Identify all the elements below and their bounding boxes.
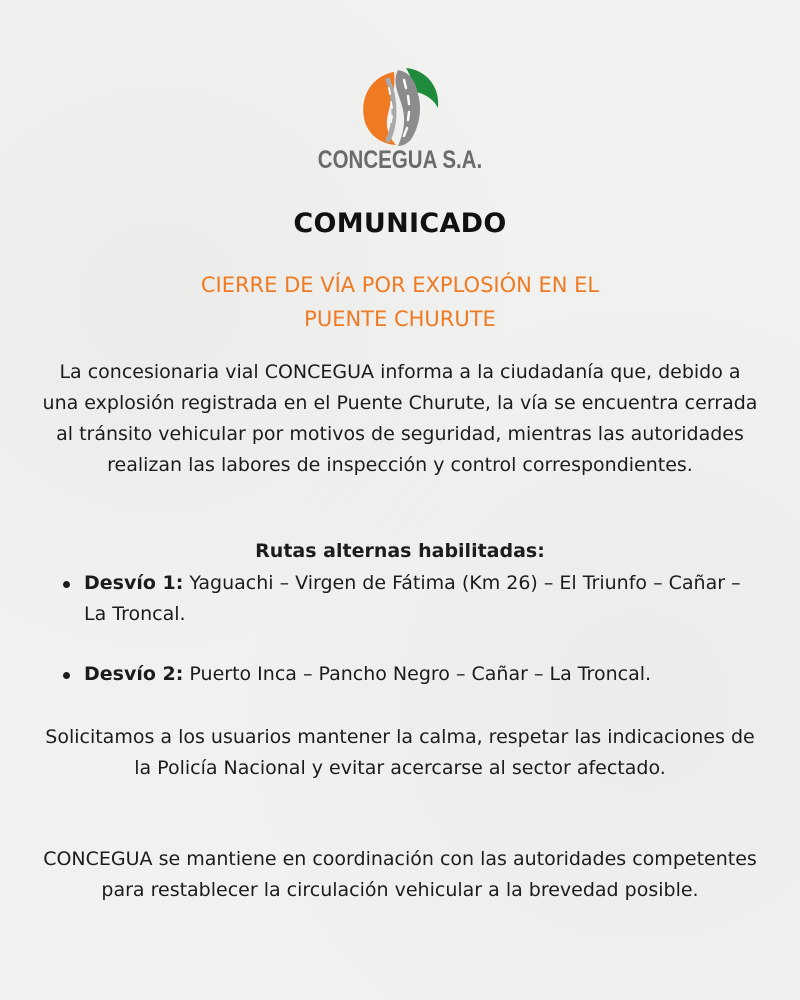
route-label: Desvío 1: [84, 572, 184, 594]
route-item [84, 568, 764, 630]
bullet-icon [63, 581, 70, 588]
safety-paragraph: Solicitamos a los usuarios mantener la calma, respetar las indicaciones de la Policía Nacional y evitar acercarse al sector afectado. [45, 726, 755, 779]
route-text: Yaguachi – Virgen de Fátima (Km 26) – El Triunfo – Cañar – La Troncal. [84, 572, 741, 625]
closing-paragraph: CONCEGUA se mantiene en coordinación con las autoridades competentes para restablecer la circulación vehicular a la brevedad posible. [43, 848, 757, 901]
notice-subtitle [100, 268, 700, 336]
route-text: Puerto Inca – Pancho Negro – Cañar – La Troncal. [183, 663, 652, 685]
subtitle-line-1: CIERRE DE VÍA POR EXPLOSIÓN EN EL [200, 273, 600, 297]
routes-heading: Rutas alternas habilitadas: [255, 540, 545, 562]
subtitle-line-2: PUENTE CHURUTE [304, 307, 496, 331]
intro-paragraph: La concesionaria vial CONCEGUA informa a la ciudadanía que, debido a una explosión registrada en el Puente Churute, la vía se encuentra cerrada al tránsito vehicular por motivos de seguridad, mientras las autoridades realizan las labores de inspección y control correspondientes. [42, 361, 758, 476]
bullet-icon [63, 672, 70, 679]
brand-name: CONCEGUA S.A. [317, 146, 483, 174]
route-item [84, 659, 764, 690]
route-label: Desvío 2: [84, 663, 184, 685]
concegua-logo-icon [358, 66, 442, 146]
notice-title: COMUNICADO [293, 208, 507, 239]
